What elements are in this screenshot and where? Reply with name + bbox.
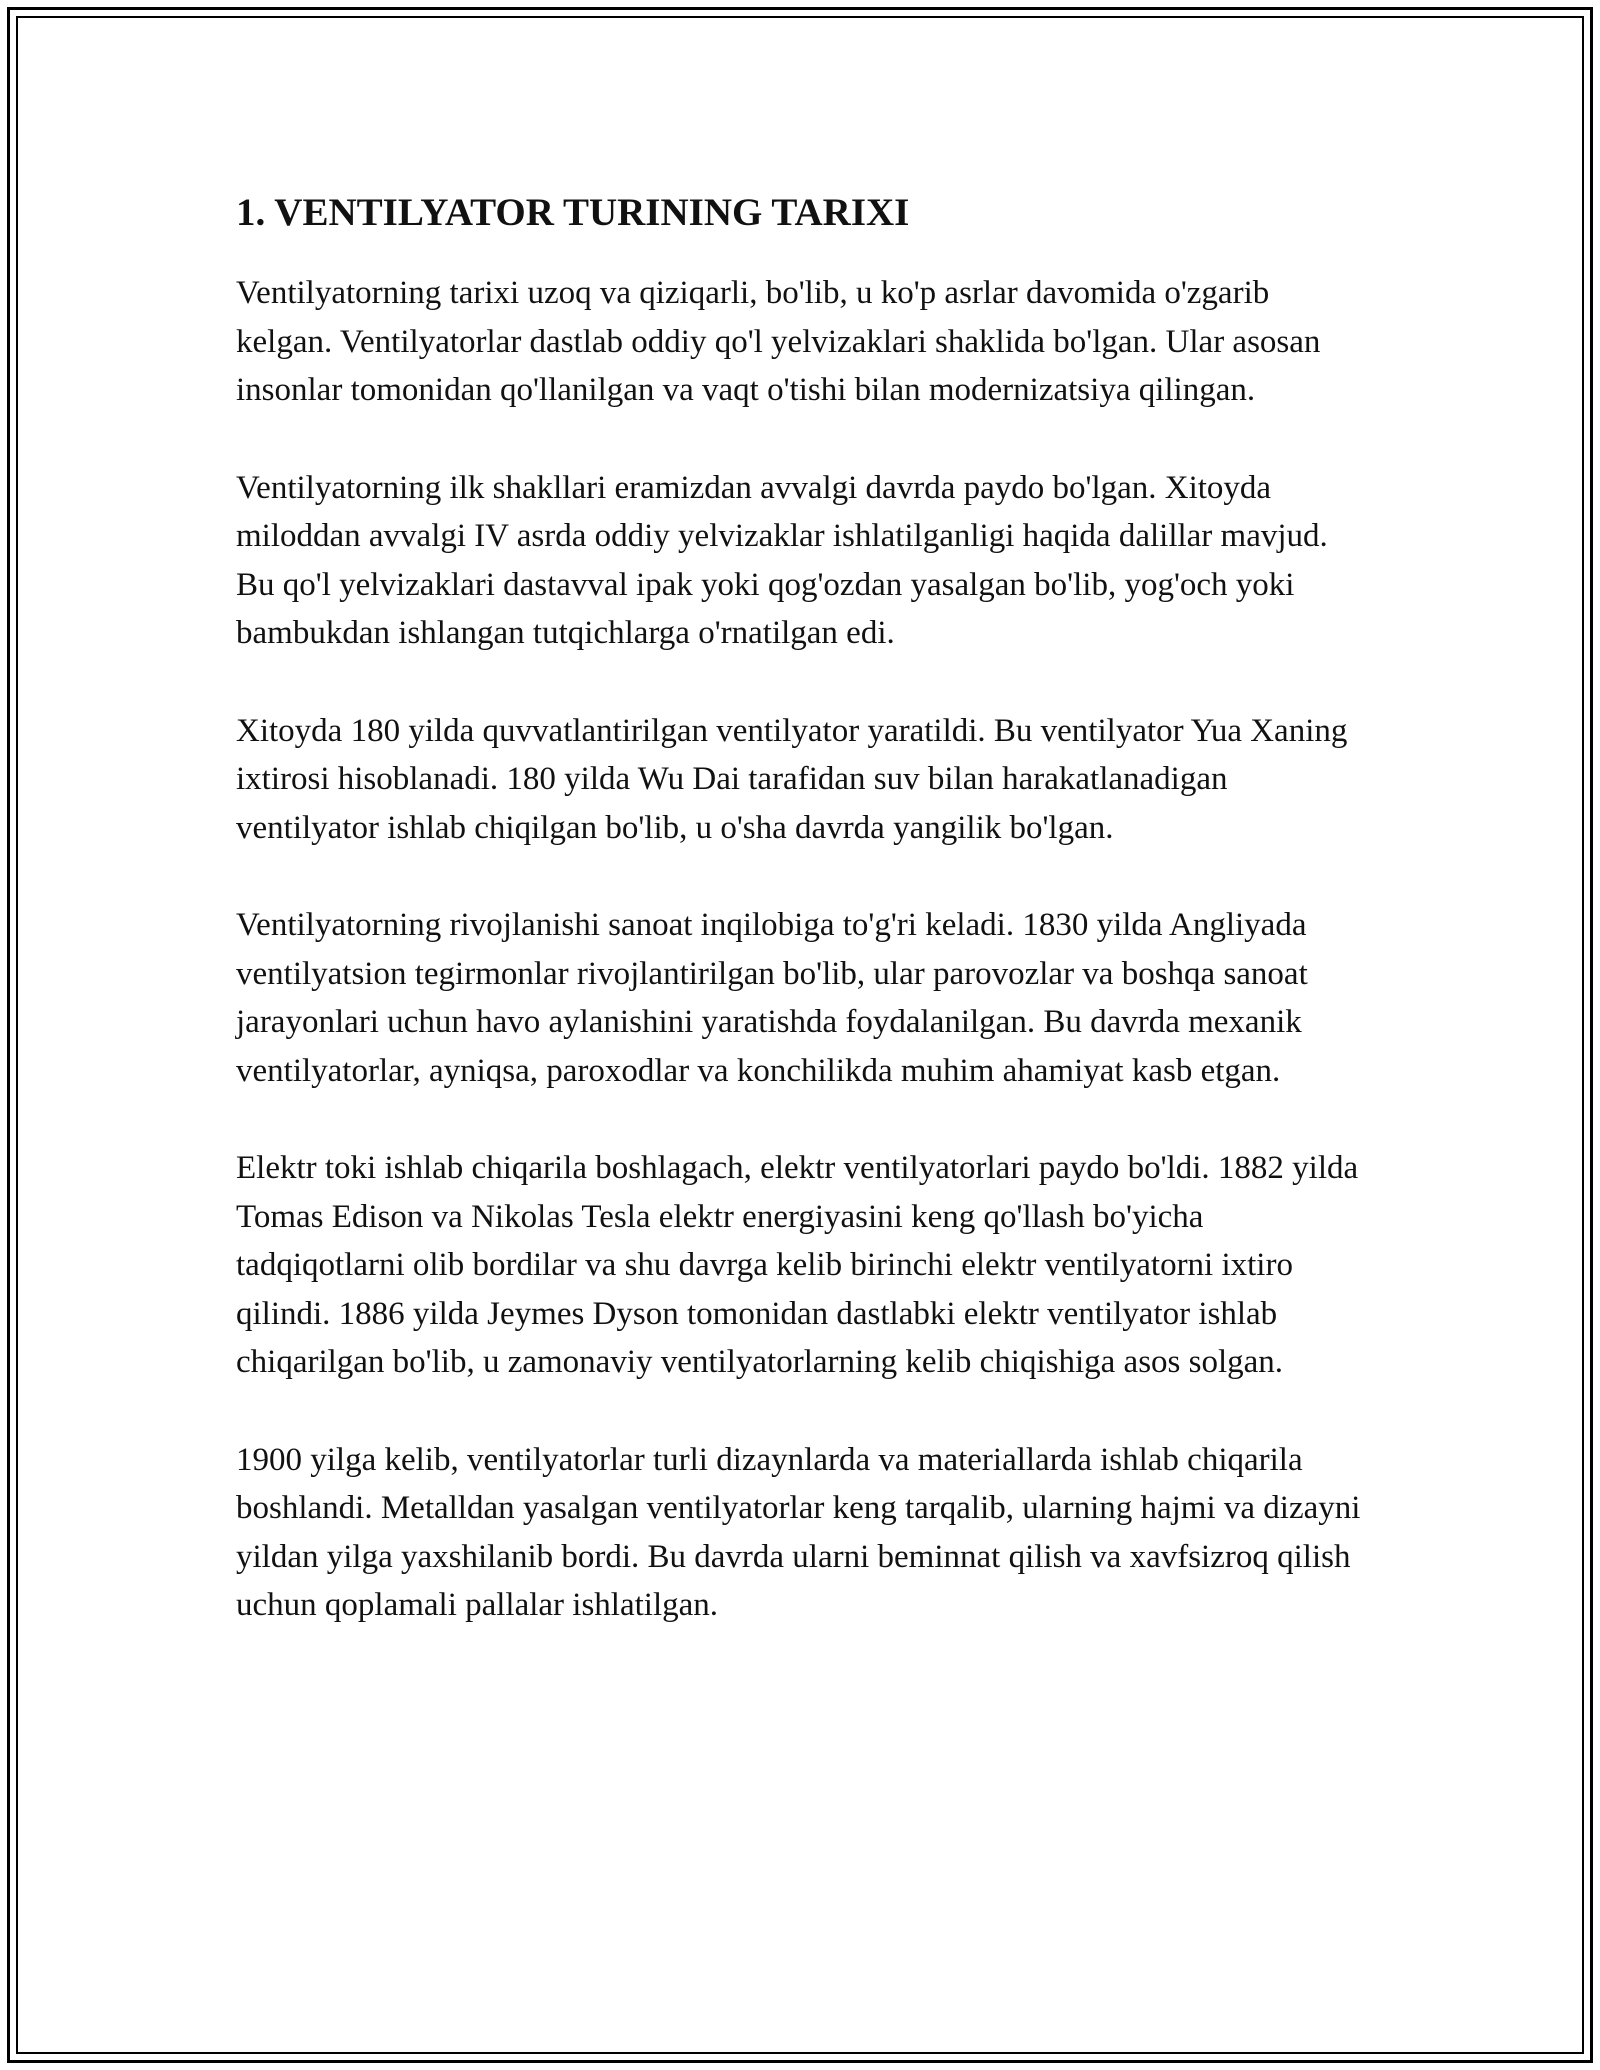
paragraph-5: Elektr toki ishlab chiqarila boshlagach, elektr ventilyatorlari paydo bo'ldi. 1882 yilda Tomas Edison va Nikolas Tesla elektr energiyasini keng qo'llash bo'yicha tadqiqotlarni olib bordilar va shu davrga kelib birinchi elektr ventilyatorni ixtiro qilindi. 1886 yilda Jeymes Dyson tomonidan dastlabki elektr ventilyator ishlab chiqarilgan bo'lib, u zamonaviy ventilyatorlarning kelib chiqishiga asos solgan.: [236, 1150, 1359, 1380]
document-body: [236, 185, 1366, 1679]
paragraph-2: Ventilyatorning ilk shakllari eramizdan avvalgi davrda paydo bo'lgan. Xitoyda miloddan avvalgi IV asrda oddiy yelvizaklar ishlatilganligi haqida dalillar mavjud. Bu qo'l yelvizaklari dastavval ipak yoki qog'ozdan yasalgan bo'lib, yog'och yoki bambukdan ishlangan tutqichlarga o'rnatilgan edi.: [236, 469, 1328, 651]
section-heading: 1. VENTILYATOR TURINING TARIXI: [236, 191, 910, 234]
paragraph-4: Ventilyatorning rivojlanishi sanoat inqilobiga to'g'ri keladi. 1830 yilda Angliyada ventilyatsion tegirmonlar rivojlantirilgan bo'lib, ular parovozlar va boshqa sanoat jarayonlari uchun havo aylanishini yaratishda foydalanilgan. Bu davrda mexanik ventilyatorlar, ayniqsa, paroxodlar va konchilikda muhim ahamiyat kasb etgan.: [236, 907, 1308, 1089]
paragraph-6: 1900 yilga kelib, ventilyatorlar turli dizaynlarda va materiallarda ishlab chiqarila boshlandi. Metalldan yasalgan ventilyatorlar keng tarqalib, ularning hajmi va dizayni yildan yilga yaxshilanib bordi. Bu davrda ularni beminnat qilish va xavfsizroq qilish uchun qoplamali pallalar ishlatilgan.: [236, 1441, 1361, 1623]
paragraph-1: Ventilyatorning tarixi uzoq va qiziqarli, bo'lib, u ko'p asrlar davomida o'zgarib kelgan. Ventilyatorlar dastlab oddiy qo'l yelvizaklari shaklida bo'lgan. Ular asosan insonlar tomonidan qo'llanilgan va vaqt o'tishi bilan modernizatsiya qilingan.: [236, 275, 1321, 408]
paragraph-3: Xitoyda 180 yilda quvvatlantirilgan ventilyator yaratildi. Bu ventilyator Yua Xaning ixtirosi hisoblanadi. 180 yilda Wu Dai tarafidan suv bilan harakatlanadigan ventilyator ishlab chiqilgan bo'lib, u o'sha davrda yangilik bo'lgan.: [236, 712, 1348, 846]
